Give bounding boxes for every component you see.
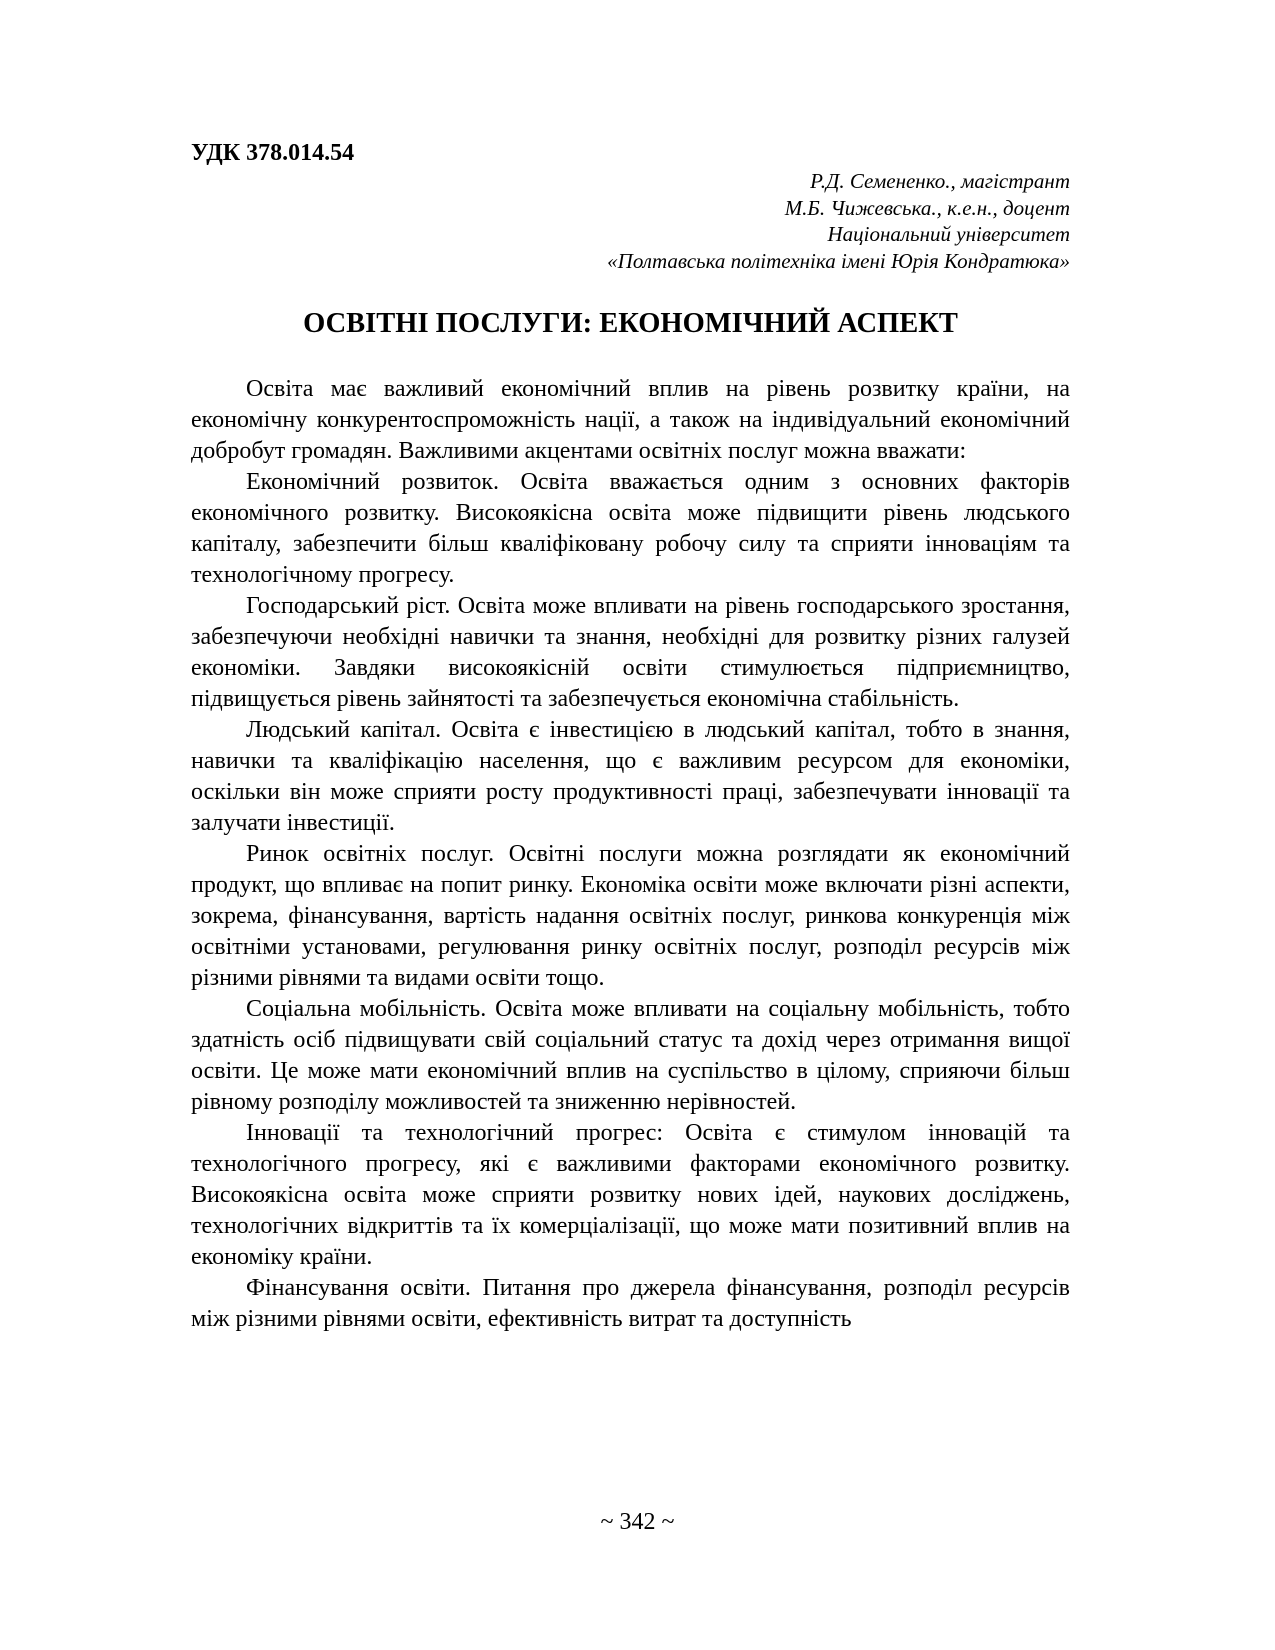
- paragraph: Соціальна мобільність. Освіта може впливати на соціальну мобільність, тобто здатність осіб підвищувати свій соціальний статус та дохід через отримання вищої освіти. Це може мати економічний вплив на суспільство в цілому, сприяючи більш рівному розподілу можливостей та зниженню нерівностей.: [191, 996, 1070, 1115]
- paragraph: Освіта має важливий економічний вплив на рівень розвитку країни, на економічну конкурентоспроможність нації, а також на індивідуальний економічний добробут громадян. Важливими акцентами освітніх послуг можна вважати:: [191, 376, 1070, 464]
- paragraph: Людський капітал. Освіта є інвестицією в людський капітал, тобто в знання, навички та кваліфікацію населення, що є важливим ресурсом для економіки, оскільки він може сприяти росту продуктивності праці, забезпечувати інновації та залучати інвестиції.: [191, 717, 1070, 836]
- article-body: [191, 374, 1070, 1335]
- author-block: [370, 168, 1070, 274]
- author-line-2: М.Б. Чижевська., к.е.н., доцент: [784, 195, 1070, 220]
- paragraph: Економічний розвиток. Освіта вважається одним з основних факторів економічного розвитку. Високоякісна освіта може підвищити рівень людського капіталу, забезпечити більш кваліфіковану робочу силу та сприяти інноваціям та технологічному прогресу.: [191, 469, 1070, 588]
- paragraph: Ринок освітніх послуг. Освітні послуги можна розглядати як економічний продукт, що впливає на попит ринку. Економіка освіти може включати різні аспекти, зокрема, фінансування, вартість надання освітніх послуг, ринкова конкуренція між освітніми установами, регулювання ринку освітніх послуг, розподіл ресурсів між різними рівнями та видами освіти тощо.: [191, 841, 1070, 991]
- affiliation-line-2: «Полтавська політехніка імені Юрія Кондратюка»: [607, 248, 1070, 273]
- paragraph: Господарський ріст. Освіта може впливати на рівень господарського зростання, забезпечуючи необхідні навички та знання, необхідні для розвитку різних галузей економіки. Завдяки високоякісній освіти стимулюється підприємництво, підвищується рівень зайнятості та забезпечується економічна стабільність.: [191, 593, 1070, 712]
- udk-code: УДК 378.014.54: [191, 140, 355, 166]
- author-line-1: Р.Д. Семененко., магістрант: [810, 169, 1070, 193]
- paragraph: Фінансування освіти. Питання про джерела фінансування, розподіл ресурсів між різними рівнями освіти, ефективність витрат та доступність: [191, 1275, 1070, 1332]
- page-number: ~ 342 ~: [600, 1509, 675, 1535]
- affiliation-line-1: Національний університет: [827, 222, 1070, 246]
- article-title: ОСВІТНІ ПОСЛУГИ: ЕКОНОМІЧНИЙ АСПЕКТ: [303, 308, 958, 339]
- paragraph: Інновації та технологічний прогрес: Освіта є стимулом інновацій та технологічного прогресу, які є важливими факторами економічного розвитку. Високоякісна освіта може сприяти розвитку нових ідей, наукових досліджень, технологічних відкриттів та їх комерціалізації, що може мати позитивний вплив на економіку країни.: [191, 1120, 1070, 1270]
